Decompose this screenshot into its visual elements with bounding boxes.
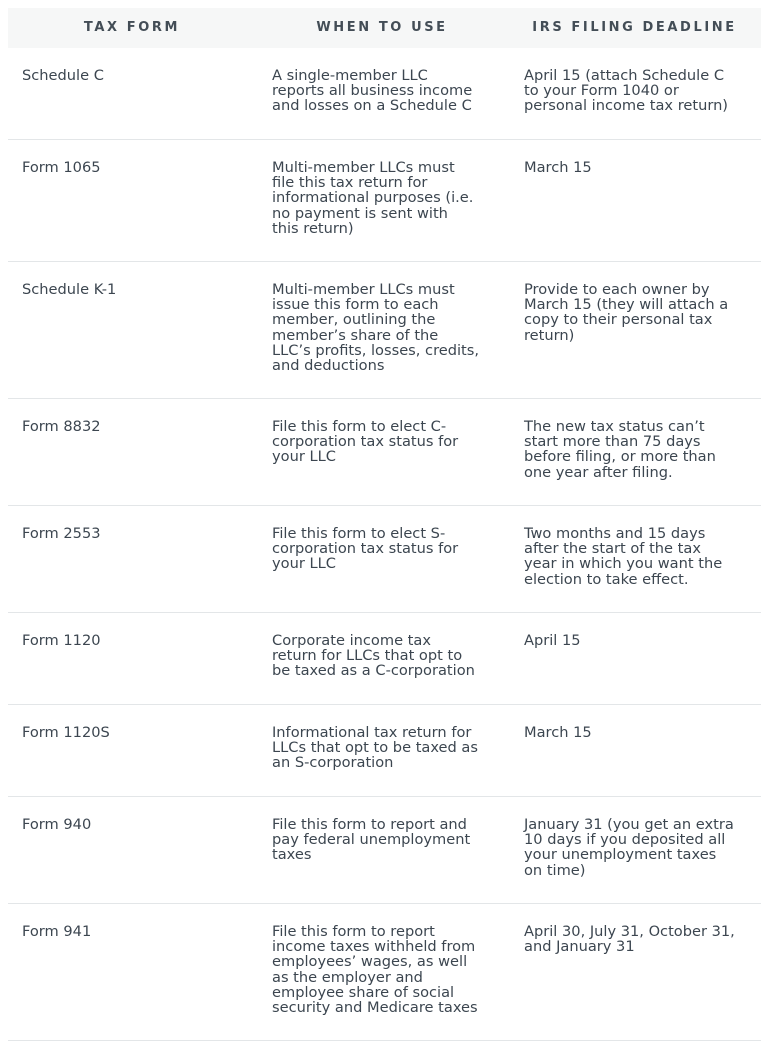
when-to-use-text: [272, 633, 475, 679]
table-row: [8, 399, 761, 506]
deadline-text: [524, 633, 581, 648]
when-to-use-text-line: File this form to elect C-: [272, 418, 447, 435]
deadline-text-line: Provide to each owner by: [524, 281, 710, 298]
table-row: [8, 506, 761, 613]
when-to-use-text: [272, 725, 478, 771]
deadline-text: [524, 924, 735, 954]
deadline-text-line: 10 days if you deposited all: [524, 831, 726, 849]
header-tax-form: TAX FORM: [83, 20, 181, 35]
table-row: [8, 613, 761, 705]
when-to-use-text: [272, 419, 458, 465]
deadline-text-line: before filing, or more than: [524, 448, 716, 466]
when-to-use-text-line: file this tax return for: [272, 174, 428, 192]
when-to-use-text-line: corporation tax status for: [272, 540, 459, 558]
tax-form-name: Form 1120: [22, 632, 101, 649]
table-row: [8, 48, 761, 140]
when-to-use-text-line: File this form to report: [272, 923, 435, 940]
deadline-text-line: return): [524, 326, 575, 344]
deadline-text: [524, 725, 592, 740]
when-to-use-text-line: member’s share of the: [272, 326, 439, 344]
when-to-use-text-line: return for LLCs that opt to: [272, 647, 463, 665]
deadline-text-line: April 30, July 31, October 31,: [524, 923, 735, 940]
table-header: [8, 8, 761, 48]
when-to-use-text-line: informational purposes (i.e.: [272, 189, 474, 207]
deadline-text-line: Two months and 15 days: [524, 525, 706, 542]
header-irs-filing-deadline: IRS FILING DEADLINE: [532, 20, 737, 35]
deadline-text-line: The new tax status can’t: [524, 418, 705, 435]
when-to-use-text-line: member, outlining the: [272, 311, 436, 329]
when-to-use-text: [272, 68, 472, 114]
deadline-text-line: election to take effect.: [524, 570, 689, 588]
when-to-use-text-line: employee share of social: [272, 983, 455, 1001]
deadline-text-line: after the start of the tax: [524, 540, 701, 558]
when-to-use-text-line: File this form to elect S-: [272, 525, 446, 542]
when-to-use-text: [272, 160, 473, 236]
tax-form-name: Form 1120S: [22, 724, 110, 741]
when-to-use-text-line: Corporate income tax: [272, 632, 431, 649]
when-to-use-text-line: reports all business income: [272, 82, 473, 100]
when-to-use-text: [272, 817, 470, 863]
deadline-text: [524, 817, 734, 878]
when-to-use-text-line: Multi-member LLCs must: [272, 159, 455, 176]
tax-form-name: Form 940: [22, 816, 92, 833]
tax-form-name: Schedule K-1: [22, 281, 117, 298]
deadline-text: [524, 282, 728, 343]
tax-form-name: Form 1065: [22, 159, 101, 176]
when-to-use-text-line: be taxed as a C-corporation: [272, 662, 475, 680]
when-to-use-text-line: employees’ wages, as well: [272, 953, 468, 971]
when-to-use-text-line: File this form to report and: [272, 816, 467, 833]
when-to-use-text-line: pay federal unemployment: [272, 831, 471, 849]
when-to-use-text-line: and losses on a Schedule C: [272, 97, 472, 115]
tax-form-name: Form 2553: [22, 525, 101, 542]
when-to-use-text: [272, 924, 478, 1015]
deadline-text: [524, 68, 728, 114]
when-to-use-text-line: income taxes withheld from: [272, 938, 476, 956]
deadline-text-line: personal income tax return): [524, 97, 729, 115]
deadline-text: [524, 160, 592, 175]
when-to-use-text-line: your LLC: [272, 448, 336, 466]
when-to-use-text-line: security and Medicare taxes: [272, 999, 478, 1017]
deadline-text: [524, 526, 722, 587]
deadline-text-line: to your Form 1040 or: [524, 82, 679, 100]
deadline-text-line: copy to their personal tax: [524, 311, 713, 329]
when-to-use-text-line: taxes: [272, 846, 312, 864]
when-to-use-text-line: A single-member LLC: [272, 67, 428, 84]
when-to-use-text: [272, 282, 479, 373]
when-to-use-text-line: Informational tax return for: [272, 724, 472, 741]
tax-form-name: Form 941: [22, 923, 92, 940]
table-row: [8, 705, 761, 797]
when-to-use-text-line: issue this form to each: [272, 296, 439, 314]
when-to-use-text: [272, 526, 458, 572]
deadline-text-line: on time): [524, 861, 586, 879]
when-to-use-text-line: as the employer and: [272, 968, 423, 986]
deadline-text-line: and January 31: [524, 938, 635, 956]
deadline-text-line: year in which you want the: [524, 555, 723, 573]
deadline-text-line: your unemployment taxes: [524, 846, 717, 864]
deadline-text-line: April 15: [524, 632, 581, 649]
tax-form-name: Schedule C: [22, 67, 104, 84]
deadline-text-line: one year after filing.: [524, 463, 673, 481]
when-to-use-text-line: Multi-member LLCs must: [272, 281, 455, 298]
deadline-text-line: April 15 (attach Schedule C: [524, 67, 725, 84]
deadline-text-line: March 15: [524, 159, 592, 176]
deadline-text-line: March 15: [524, 724, 592, 741]
deadline-text-line: March 15 (they will attach a: [524, 296, 729, 314]
table-row: [8, 140, 761, 262]
deadline-text-line: January 31 (you get an extra: [524, 816, 734, 833]
when-to-use-text-line: no payment is sent with: [272, 204, 448, 222]
deadline-text: [524, 419, 716, 480]
tax-form-name: Form 8832: [22, 418, 101, 435]
table-row: [8, 262, 761, 399]
when-to-use-text-line: and deductions: [272, 357, 385, 375]
when-to-use-text-line: your LLC: [272, 555, 336, 573]
table-row: [8, 797, 761, 904]
deadline-text-line: start more than 75 days: [524, 433, 701, 451]
table-row: [8, 904, 761, 1041]
when-to-use-text-line: corporation tax status for: [272, 433, 459, 451]
when-to-use-text-line: an S-corporation: [272, 754, 394, 772]
when-to-use-text-line: LLCs that opt to be taxed as: [272, 739, 478, 757]
when-to-use-text-line: this return): [272, 219, 354, 237]
header-when-to-use: WHEN TO USE: [316, 20, 448, 35]
when-to-use-text-line: LLC’s profits, losses, credits,: [272, 341, 480, 359]
